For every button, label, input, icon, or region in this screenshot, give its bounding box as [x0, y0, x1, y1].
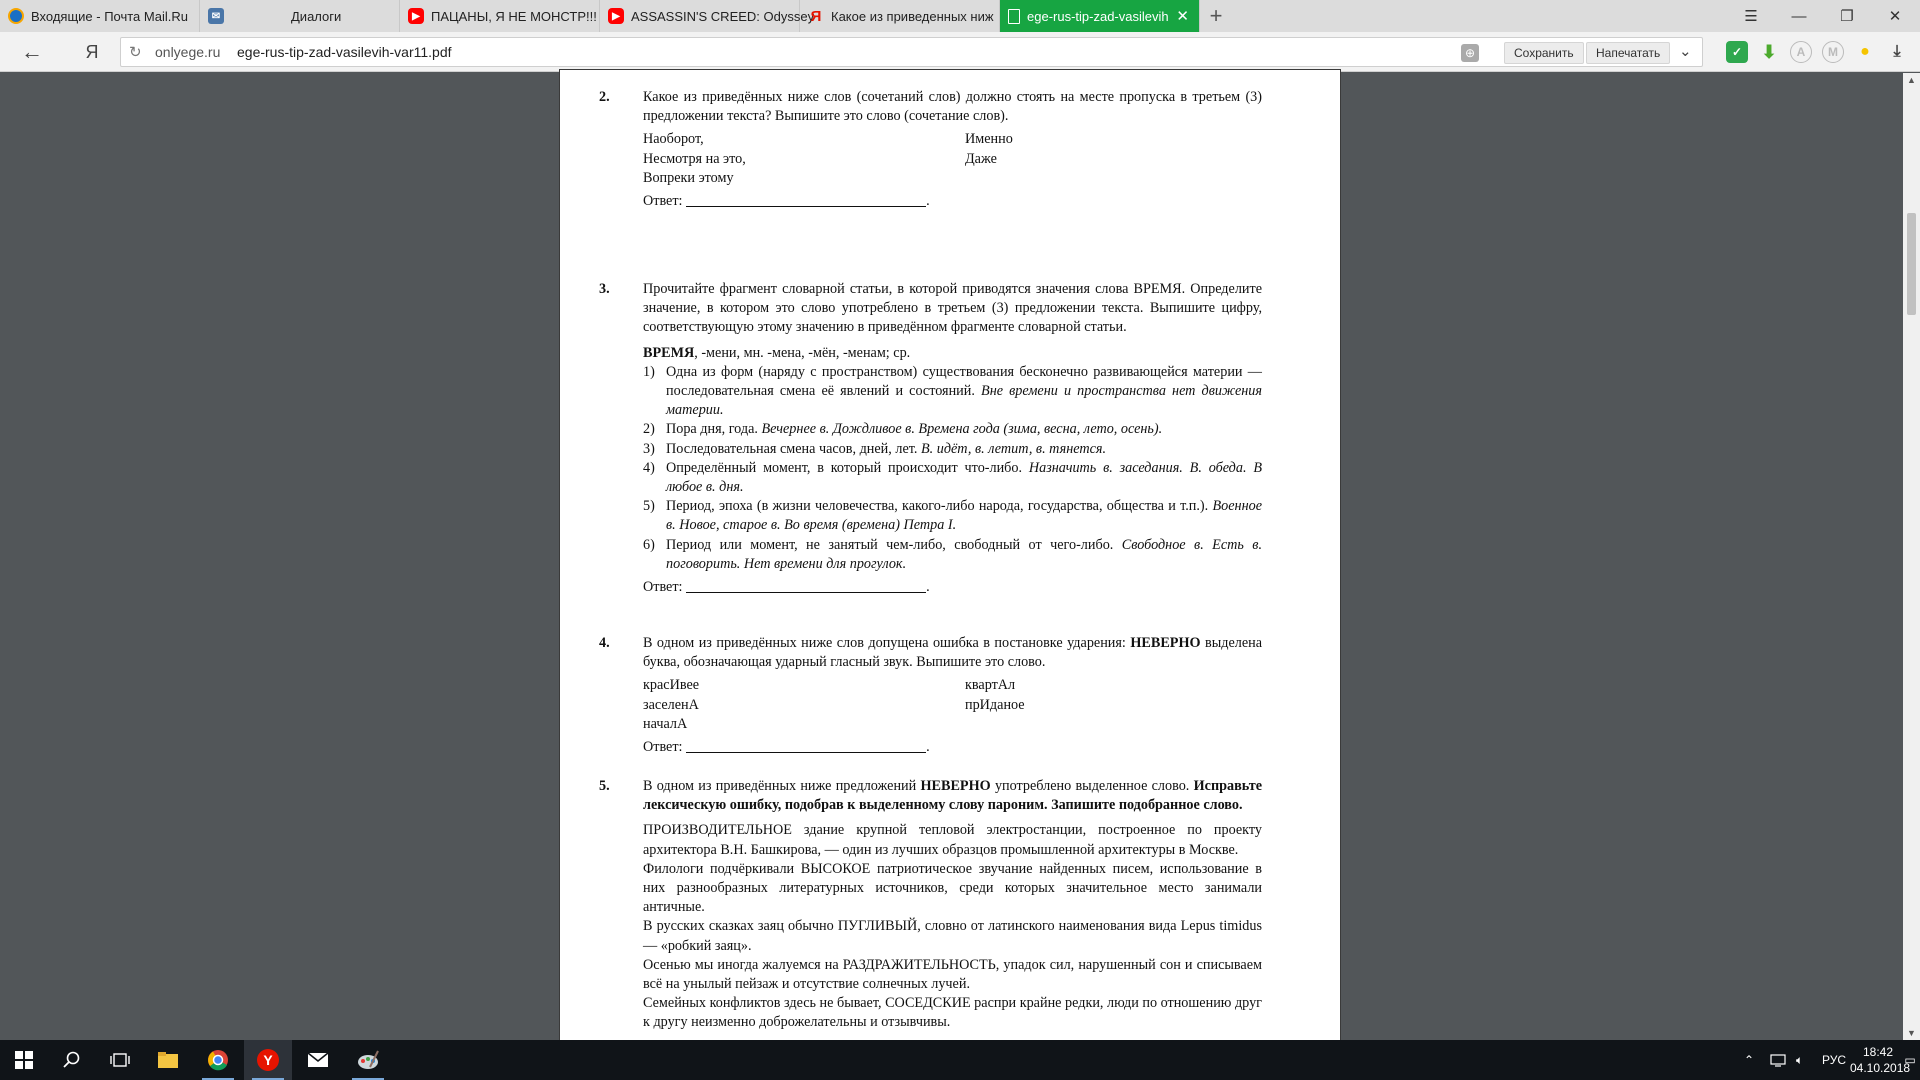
adblock-icon[interactable]: A	[1790, 41, 1812, 63]
scroll-up-icon[interactable]: ▲	[1907, 75, 1916, 85]
chevron-down-icon[interactable]: ⌄	[1679, 43, 1692, 60]
sentence: ПРОИЗВОДИТЕЛЬНОЕ здание крупной тепловой электростанции, построенное по проекту архитектора В.Н. Башкирова, — один из лучших образцов промышленной архитектуры в Москве.	[643, 822, 1262, 858]
download-arrow-green-icon[interactable]: ⬇	[1761, 41, 1777, 62]
tab-mail[interactable]: Входящие - Почта Mail.Ru	[0, 0, 200, 32]
lightbulb-icon[interactable]: ●	[1860, 43, 1870, 60]
scroll-thumb[interactable]	[1907, 213, 1916, 315]
translate-icon[interactable]: ⊕	[1461, 44, 1479, 62]
pdf-icon	[1008, 9, 1020, 24]
answer-line: Ответ: .	[643, 193, 930, 210]
extension-m-icon[interactable]: M	[1822, 41, 1844, 63]
definition-3: 3) Последовательная смена часов, дней, лет. В. идёт, в. летит, в. тянется.	[643, 440, 1107, 457]
definition-1: 1) Одна из форм (наряду с пространством) существования бесконечно развивающейся материи — последовательная смена её явлений и состояний. Вне времени и пространства нет движения материи.	[643, 363, 1263, 419]
volume-icon[interactable]: 🔈︎	[1796, 1052, 1804, 1067]
definition-2: 2) Пора дня, года. Вечернее в. Дождливое в. Времена года (зима, весна, лето, осень).	[643, 421, 1163, 438]
network-icon[interactable]	[1770, 1040, 1786, 1080]
windows-start-icon[interactable]	[0, 1040, 48, 1080]
reload-icon[interactable]: ↻	[129, 44, 142, 61]
url-path: ege-rus-tip-zad-vasilevih-var11.pdf	[237, 44, 452, 60]
show-hidden-icons[interactable]: ⌃	[1744, 1053, 1755, 1067]
close-window-button[interactable]: ✕	[1888, 8, 1902, 25]
notifications-icon[interactable]: ▭	[1904, 1053, 1916, 1067]
definition-4: 4) Определённый момент, в который происходит что-либо. Назначить в. заседания. В. обеда. В любое в. дня.	[643, 459, 1262, 496]
answer-line: Ответ: .	[643, 739, 930, 756]
youtube-icon: ▶	[408, 8, 424, 24]
tab-pdf-active[interactable]: ege-rus-tip-zad-vasilevih ✕	[1000, 0, 1200, 32]
svg-text:Y: Y	[263, 1052, 273, 1068]
sentence: Филологи подчёркивали ВЫСОКОЕ патриотическое звучание найденных писем, использование в них разнообразных литературных источников, среди которых значительное место занимали античные.	[643, 860, 1262, 916]
tab-youtube-1[interactable]: ▶ ПАЦАНЫ, Я НЕ МОНСТР!!!	[400, 0, 600, 32]
minimize-button[interactable]: —	[1791, 7, 1807, 25]
protect-shield-icon[interactable]: ✓	[1726, 41, 1748, 63]
mail-icon[interactable]	[294, 1040, 342, 1080]
tab-bar	[0, 0, 1920, 32]
sentence: В русских сказках заяц обычно ПУГЛИВЫЙ, словно от латинского наименования вида Lepus timidus — «робкий заяц».	[643, 918, 1262, 954]
scroll-down-icon[interactable]: ▼	[1907, 1028, 1916, 1038]
back-arrow-icon[interactable]: ←	[21, 39, 43, 64]
yandex-icon: Я	[810, 7, 822, 25]
youtube-icon: ▶	[608, 8, 624, 24]
options: Наоборот, Несмотря на это, Вопреки этому Именно Даже	[643, 131, 1013, 186]
tab-yandex[interactable]: Я Какое из приведенных ниж	[800, 0, 1000, 32]
language-indicator[interactable]: РУС	[1822, 1053, 1847, 1067]
tab-dialogs[interactable]: ✉ Диалоги	[200, 0, 400, 32]
options: красИвее заселенА началА квартАл прИданое	[643, 677, 1025, 732]
definition-5: 5) Период, эпоха (в жизни человечества, какого-либо народа, государства, общества и т.п.). Военное в. Новое, старое в. Во время (времена) Петра I.	[643, 498, 1262, 534]
vk-icon: ✉	[208, 8, 224, 24]
yandex-browser-icon[interactable]	[244, 1040, 292, 1080]
system-clock[interactable]: 18:42 04.10.2018	[1850, 1045, 1911, 1075]
vertical-scrollbar[interactable]	[1903, 73, 1920, 1040]
downloads-icon[interactable]: ⤓	[1893, 43, 1901, 60]
restore-button[interactable]: ❐	[1840, 8, 1854, 25]
chrome-icon[interactable]	[194, 1040, 242, 1080]
close-icon[interactable]: ✕	[1176, 8, 1189, 25]
task-view-icon[interactable]	[96, 1040, 144, 1080]
address-bar[interactable]	[120, 37, 1703, 67]
file-explorer-icon[interactable]	[144, 1040, 192, 1080]
url-host: onlyege.ru	[155, 44, 221, 60]
dictionary-headword: ВРЕМЯ, -мени, мн. -мена, -мён, -менам; ср.	[643, 344, 911, 361]
menu-icon[interactable]: ☰	[1744, 8, 1758, 25]
new-tab-button[interactable]: +	[1209, 3, 1223, 28]
pdf-page: 2. Какое из приведённых ниже слов (сочетаний слов) должно стоять на месте пропуска в третьем (3) предложении текста? Выпишите это слово (сочетание слов). Наоборот, Несмотря на это, Вопреки этому Именно Даже Ответ: . 3. Прочитайте фрагмент словарной статьи, в которой приводятся значения слова ВРЕМЯ. Определите значение, в котором это слово употреблено в третьем (3) предложении текста. Выпишите цифру, соответствующую этому значению в приведённом фрагменте словарной статьи. ВРЕМЯ, -мени, мн. -мена, -мён, -менам; ср. 1) Одна из форм (наряду с пространством) существования бесконечно развивающейся материи — последовательная смена её явлений и состояний. Вне времени и пространства нет движения материи. 2) Пора дня, года. Вечернее в. Дождливое в. Времена года (зима, весна, лето, осень). 3) Последовательная смена часов, дней, лет. В. идёт, в. летит, в. тянется. 4) Определённый момент, в который происходит что-либо. Назначить в. заседания. В. обеда. В любое в. дня. 5) Период, эпоха (в жизни человечества, какого-либо народа, государства, общества и т.п.). Военное в. Новое, старое в. Во время (времена) Петра I. 6) Период или момент, не занятый чем-либо, свободный от чего-либо. Свободное в. Есть в. поговорить. Нет времени для прогулок. Ответ: . 4. В одном из приведённых ниже слов допущена ошибка в постановке ударения: НЕВЕРНО выделена буква, обозначающая ударный гласный звук. Выпишите это слово. красИвее заселенА началА квартАл прИданое Ответ: . 5. В одном из приведённых ниже предложений НЕВЕРНО употреблено выделенное слово. Исправьте лексическую ошибку, подобрав к выделенному слову пароним. Запишите подобранное слово. ПРОИЗВОДИТЕЛЬНОЕ здание крупной тепловой электростанции, построенное по проекту архитектора В.Н. Башкирова, — один из лучших образцов промышленной архитектуры в Москве. Филологи подчёркивали ВЫСОКОЕ патриотическое звучание найденных писем, использование в них разнообразных литературных источников, среди которых значительное место занимали античные. В русских сказках заяц обычно ПУГЛИВЫЙ, словно от латинского наименования вида Lepus timidus — «робкий заяц». Осенью мы иногда жалуемся на РАЗДРАЖИТЕЛЬНОСТЬ, упадок сил, нарушенный сон и списываем всё на унылый пейзаж и отсутствие солнечных лучей. Семейных конфликтов здесь не бывает, СОСЕДСКИЕ распри крайне редки, люди по отношению друг к другу неизменно доброжелательны и отзывчивы.	[559, 69, 1341, 1049]
save-button[interactable]: Сохранить	[1504, 42, 1584, 64]
taskbar	[0, 1040, 1920, 1080]
answer-line: Ответ: .	[643, 579, 930, 596]
print-button[interactable]: Напечатать	[1586, 42, 1670, 64]
search-icon[interactable]	[48, 1040, 96, 1080]
sentence: Семейных конфликтов здесь не бывает, СОСЕДСКИЕ распри крайне редки, люди по отношению друг к другу неизменно доброжелательны и отзывчивы.	[643, 995, 1262, 1031]
definition-6: 6) Период или момент, не занятый чем-либо, свободный от чего-либо. Свободное в. Есть в. поговорить. Нет времени для прогулок.	[643, 536, 1262, 572]
pdf-viewport[interactable]	[0, 73, 1920, 1040]
yandex-home-button[interactable]: Я	[85, 41, 99, 62]
tab-youtube-2[interactable]: ▶ ASSASSIN'S CREED: Odyssey	[600, 0, 800, 32]
navigation-bar	[0, 32, 1920, 72]
sentence: Осенью мы иногда жалуемся на РАЗДРАЖИТЕЛЬНОСТЬ, упадок сил, нарушенный сон и списываем всё на унылый пейзаж и отсутствие солнечных лучей.	[643, 956, 1262, 993]
paint-icon[interactable]	[344, 1040, 392, 1080]
mail-ru-icon	[8, 8, 24, 24]
